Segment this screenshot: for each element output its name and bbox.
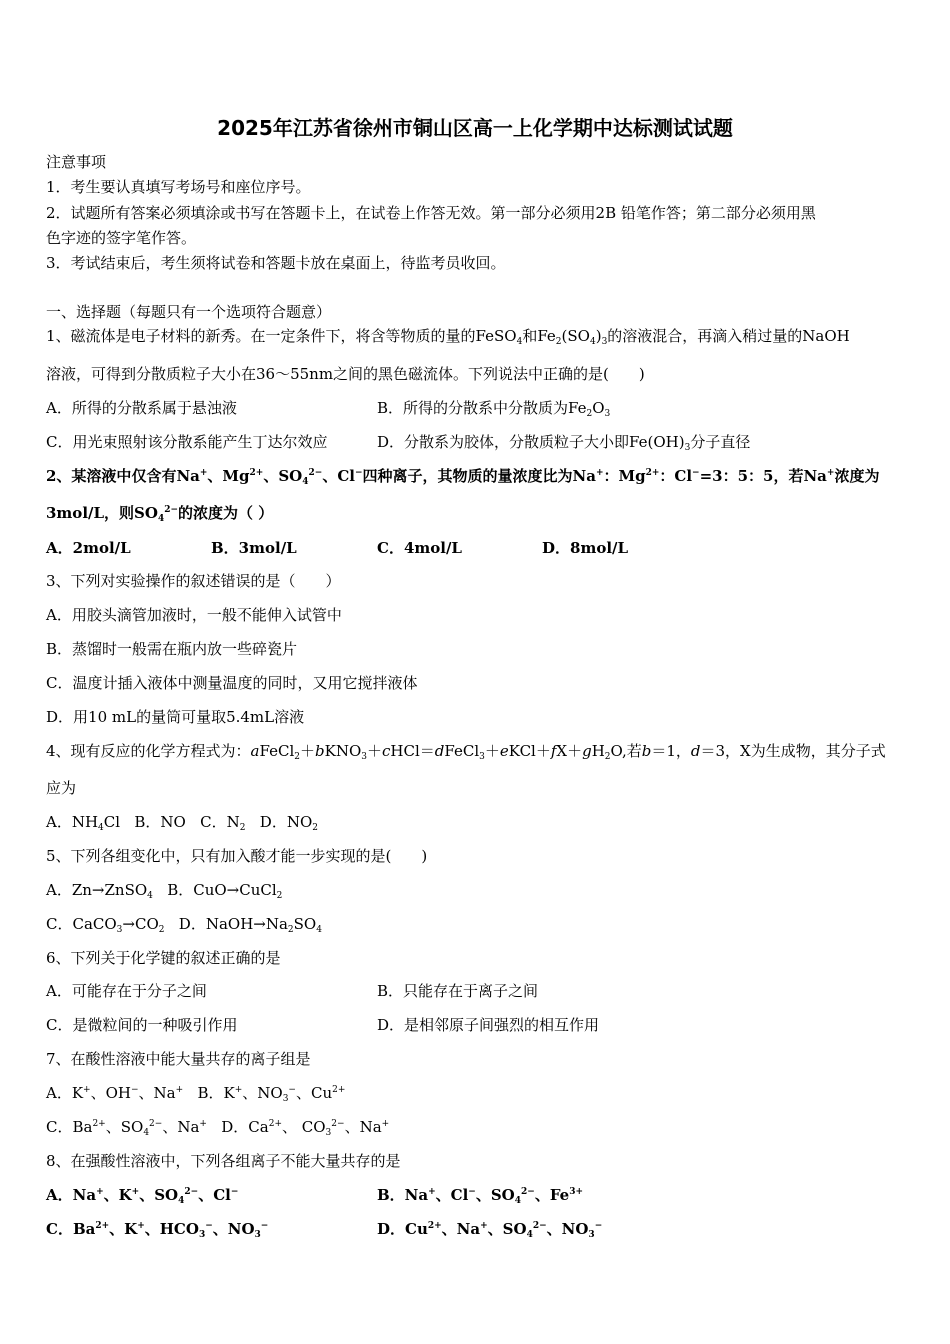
question-3-stem: 3、下列对实验操作的叙述错误的是（ ） xyxy=(46,572,341,590)
question-1-option-a: A．所得的分散系属于悬浊液 xyxy=(46,399,237,417)
question-5-options-ab: A．Zn→ZnSO$_4$ B．CuO→CuCl$_2$ xyxy=(46,881,283,901)
question-2-option-d: D．8mol/L xyxy=(542,539,629,557)
question-8-option-d: D．$Cu^{2+}$、Na+、$SO_4^{2-}$、$NO_3^-$ xyxy=(377,1220,603,1240)
question-1-option-c: C．用光束照射该分散系能产生丁达尔效应 xyxy=(46,433,328,451)
question-6-option-b: B．只能存在于离子之间 xyxy=(377,982,539,1000)
question-5-stem: 5、下列各组变化中，只有加入酸才能一步实现的是( ) xyxy=(46,847,428,865)
notice-heading: 注意事项 xyxy=(46,153,107,171)
question-6-option-d: D．是相邻原子间强烈的相互作用 xyxy=(377,1016,600,1034)
question-3-option-a: A．用胶头滴管加液时，一般不能伸入试管中 xyxy=(46,606,342,624)
notice-item: 2．试题所有答案必须填涂或书写在答题卡上，在试卷上作答无效。第一部分必须用2B 铅笔作答；第二部分必须用黑 xyxy=(46,204,816,222)
question-2-option-c: C．4mol/L xyxy=(377,539,462,557)
page-title: 2025年江苏省徐州市铜山区高一上化学期中达标测试试题 xyxy=(217,116,733,140)
notice-item: 3．考试结束后，考生须将试卷和答题卡放在桌面上，待监考员收回。 xyxy=(46,254,506,272)
question-4-stem-2: 应为 xyxy=(46,779,77,797)
question-6-option-c: C．是微粒间的一种吸引作用 xyxy=(46,1016,238,1034)
section-heading: 一、选择题（每题只有一个选项符合题意） xyxy=(46,303,332,321)
question-3-option-b: B．蒸馏时一般需在瓶内放一些碎瓷片 xyxy=(46,640,298,658)
question-1-option-d: D．分散系为胶体，分散质粒子大小即$Fe(OH)_3$分子直径 xyxy=(377,433,751,453)
question-1-stem-2: 溶液，可得到分散质粒子大小在36～55nm之间的黑色磁流体。下列说法中正确的是( ) xyxy=(46,365,645,383)
question-2-stem-2: 3mol/L，则$SO_4^{2-}$的浓度为（ ） xyxy=(46,504,274,524)
question-1-option-b: B．所得的分散系中分散质为$Fe_2O_3$ xyxy=(377,399,611,419)
question-7-options-cd: C．$Ba^{2+}$、$SO_4^{2-}$、Na+ D．$Ca^{2+}$、 $CO_3^{2-}$、Na+ xyxy=(46,1118,390,1138)
question-8-option-c: C．$Ba^{2+}$、K+、$HCO_3^-$、$NO_3^-$ xyxy=(46,1220,269,1240)
question-7-stem: 7、在酸性溶液中能大量共存的离子组是 xyxy=(46,1050,311,1068)
question-3-option-c: C．温度计插入液体中测量温度的同时，又用它搅拌液体 xyxy=(46,674,418,692)
question-4-options: A．$NH_4Cl$ B．NO C．$N_2$ D．$NO_2$ xyxy=(46,813,318,833)
question-2-option-a: A．2mol/L xyxy=(46,539,131,557)
notice-item: 1．考生要认真填写考场号和座位序号。 xyxy=(46,178,311,196)
question-8-option-b: B．Na+、Cl−、$SO_4^{2-}$、$Fe^{3+}$ xyxy=(377,1186,584,1206)
question-6-option-a: A．可能存在于分子之间 xyxy=(46,982,207,1000)
question-7-options-ab: A．K+、OH−、Na+ B．K+、$NO_3^-$、$Cu^{2+}$ xyxy=(46,1084,346,1104)
question-5-options-cd: C．$CaCO_3\to CO_2$ D．$NaOH\to Na_2SO_4$ xyxy=(46,915,322,935)
question-2-option-b: B．3mol/L xyxy=(211,539,297,557)
notice-item: 色字迹的签字笔作答。 xyxy=(46,229,197,247)
question-8-stem: 8、在强酸性溶液中，下列各组离子不能大量共存的是 xyxy=(46,1152,401,1170)
question-3-option-d: D．用10 mL的量筒可量取5.4mL溶液 xyxy=(46,708,305,726)
question-4-stem: 4、现有反应的化学方程式为：$aFeCl_2+bKNO_3+cHCl=dFeCl_3+eKCl+fX+gH_2O$,若b＝1，d＝3，X为生成物，其分子式 xyxy=(46,742,886,762)
question-6-stem: 6、下列关于化学键的叙述正确的是 xyxy=(46,949,281,967)
question-8-option-a: A．Na+、K+、$SO_4^{2-}$、Cl− xyxy=(46,1186,239,1206)
question-1-stem: 1、磁流体是电子材料的新秀。在一定条件下，将含等物质的量的FeSO$_4$和$Fe_2(SO_4)_3$的溶液混合，再滴入稍过量的NaOH xyxy=(46,327,850,347)
question-2-stem: 2、某溶液中仅含有Na+、$Mg^{2+}$、$SO_4^{2-}$、Cl−四种离子，其物质的量浓度比为Na+：$Mg^{2+}$：Cl−=3：5：5，若Na+浓度为 xyxy=(46,467,880,487)
